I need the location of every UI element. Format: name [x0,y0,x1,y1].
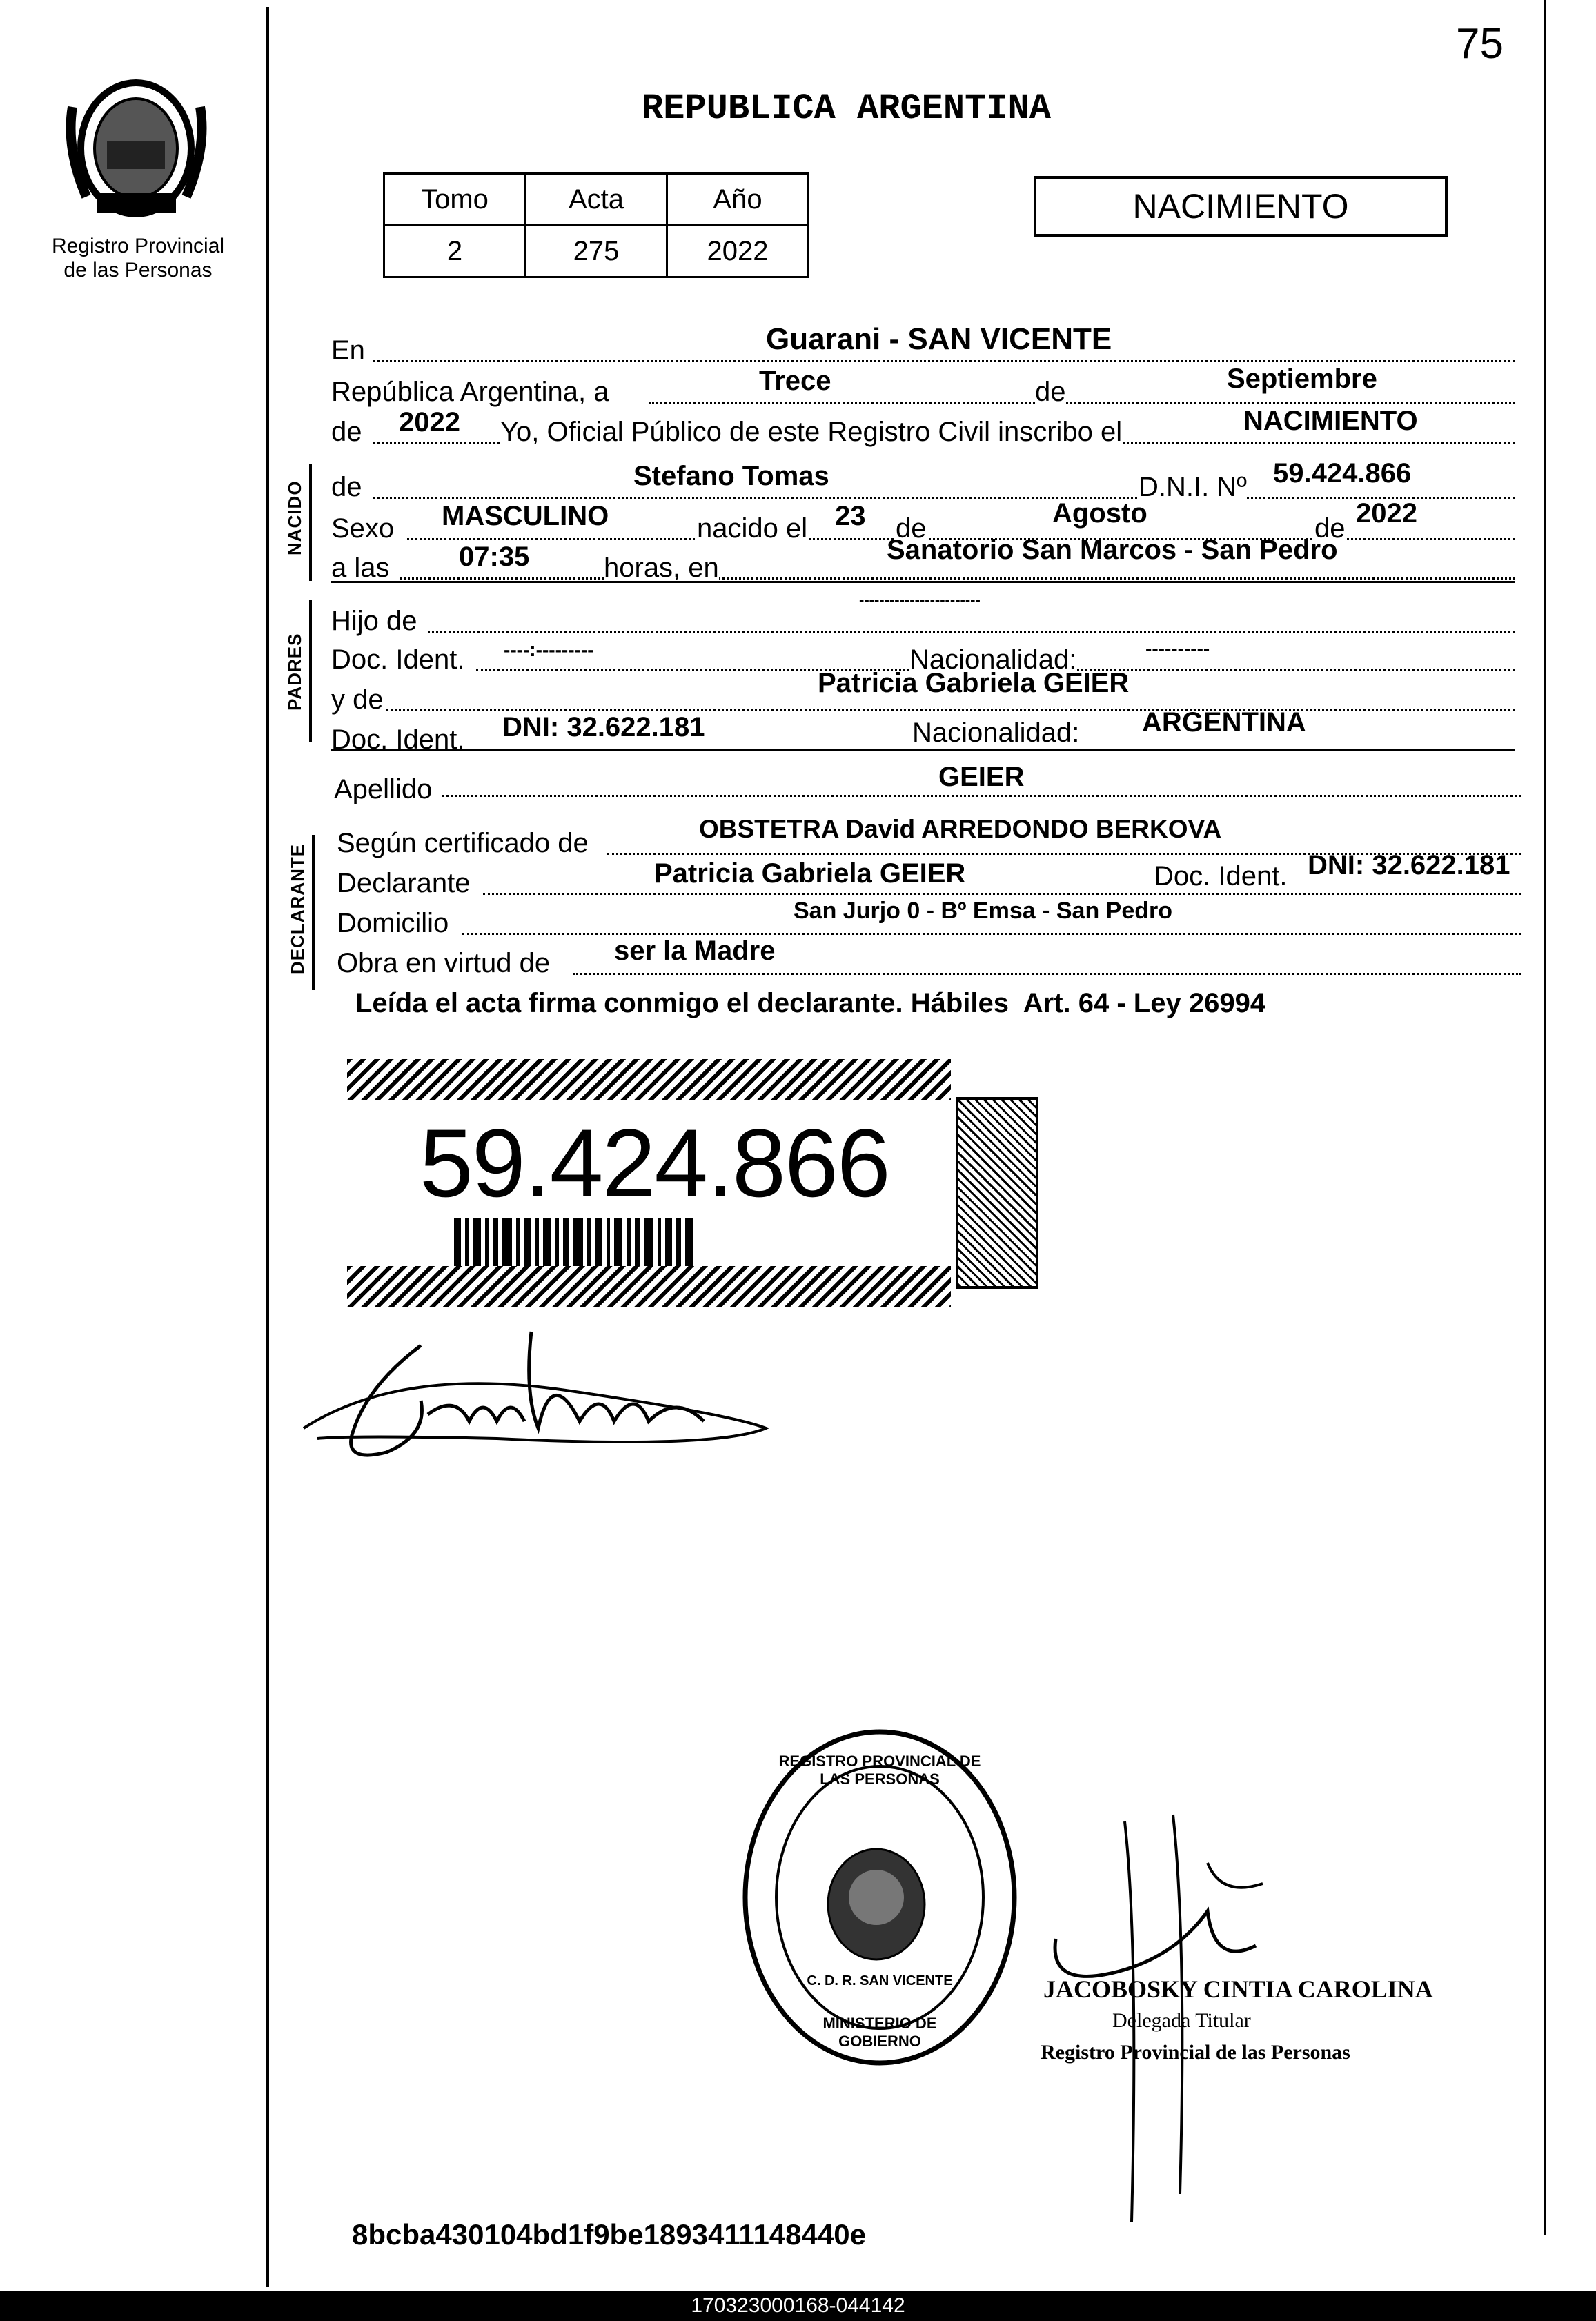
father-nat-value: ---------- [1145,638,1210,659]
de-label: de [1035,377,1066,407]
id-sticker [344,1059,954,1307]
official-stamp [735,1725,1025,2070]
dom-label: Domicilio [337,908,449,938]
stamp-inner-text: C. D. R. SAN VICENTE [807,1973,953,1988]
birth-place-value: Sanatorio San Marcos - San Pedro [887,535,1338,565]
domicilio-value: San Jurjo 0 - Bº Emsa - San Pedro [794,898,1173,924]
obra-value: ser la Madre [614,936,776,966]
decl-label: Declarante [337,868,471,898]
right-border [1544,0,1546,2235]
day-value: Trece [759,366,831,396]
nac2-label: Nacionalidad: [912,718,1080,748]
dni-label: D.N.I. Nº [1139,472,1247,502]
birth-day-value: 23 [835,501,866,531]
month-value: Septiembre [1227,364,1377,394]
apellido-value: GEIER [938,762,1025,792]
oficial-text: Yo, Oficial Público de este Registro Civil inscribo el [500,417,1123,447]
cert-value: OBSTETRA David ARREDONDO BERKOVA [699,815,1222,843]
declarante-side-label: DECLARANTE [287,843,308,974]
sexo-value: MASCULINO [442,501,609,531]
table-cell: 2 [384,226,526,277]
birth-month-value: Agosto [1052,498,1147,529]
nacido-de-label: de [331,472,362,502]
stamp-bottom-text: MINISTERIO DE GOBIERNO [822,2015,937,2050]
hologram [956,1097,1038,1289]
act-kind-value: NACIMIENTO [1243,406,1418,436]
mother-nat-value: ARGENTINA [1142,707,1306,738]
logo-caption-line2: de las Personas [63,259,213,282]
nac1-label: Nacionalidad: [909,644,1077,675]
mother-doc-value: DNI: 32.622.181 [502,712,705,742]
document-hash: 8bcba430104bd1f9be1893411148440e [352,2218,866,2251]
official-office: Registro Provincial de las Personas [1041,2041,1350,2064]
cert-label: Según certificado de [337,828,589,858]
sexo-label: Sexo [331,513,395,544]
child-dni-value: 59.424.866 [1273,458,1412,488]
sticker-top-pattern [347,1059,951,1100]
hijo-label: Hijo de [331,606,417,636]
footer-code: 170323000168-044142 [691,2294,905,2317]
horas-label: horas, en [604,553,719,583]
official-name: JACOBOSKY CINTIA CAROLINA [1043,1975,1433,2003]
signature-declarante [290,1325,787,1483]
official-role: Delegada Titular [1112,2009,1251,2032]
mother-name-value: Patricia Gabriela GEIER [818,668,1130,698]
a-las-label: a las [331,553,390,583]
record-table [383,172,809,278]
birth-year-value: 2022 [1356,498,1417,529]
year-value: 2022 [399,407,460,437]
time-value: 07:35 [459,542,530,572]
decl-doc-value: DNI: 32.622.181 [1308,850,1510,880]
y-de-label: y de [331,684,384,715]
year-pre-label: de [331,417,362,447]
province-logo [59,66,214,221]
sticker-bottom-pattern [347,1266,951,1307]
child-name-value: Stefano Tomas [633,461,829,491]
table-header: Año [667,174,809,226]
place-value: Guarani - SAN VICENTE [766,322,1112,356]
en-label: En [331,335,365,366]
left-border [266,7,269,2287]
closing-text: Leída el acta firma conmigo el declarante. Hábiles Art. 64 - Ley 26994 [355,988,1266,1018]
apellido-label: Apellido [334,774,433,804]
table-cell: 275 [526,226,667,277]
decl-doc-label: Doc. Ident. [1154,861,1288,891]
de2-label: de [896,513,927,544]
republica-label: República Argentina, a [331,377,609,407]
logo-caption-line1: Registro Provincial [51,235,225,257]
table-cell: 2022 [667,226,809,277]
document-title: REPUBLICA ARGENTINA [642,88,1051,129]
stamp-ring-text: REGISTRO PROVINCIAL DE LAS PERSONAS [778,1752,981,1788]
nacido-el-label: nacido el [697,513,808,544]
page-number: 75 [1456,20,1504,68]
footer-bar [0,2291,1596,2321]
decl-name-value: Patricia Gabriela GEIER [654,858,966,889]
father-name-value: ------------------------ [859,591,981,609]
father-doc-value: ----:--------- [504,639,594,660]
nacido-side-label: NACIDO [284,480,305,555]
padres-side-label: PADRES [284,633,305,711]
sticker-number: 59.424.866 [420,1109,889,1217]
doc2-label: Doc. Ident. [331,724,465,755]
de3-label: de [1314,513,1346,544]
table-header: Tomo [384,174,526,226]
act-type-box: NACIMIENTO [1034,176,1448,237]
doc1-label: Doc. Ident. [331,644,465,675]
obra-label: Obra en virtud de [337,948,551,978]
table-header: Acta [526,174,667,226]
